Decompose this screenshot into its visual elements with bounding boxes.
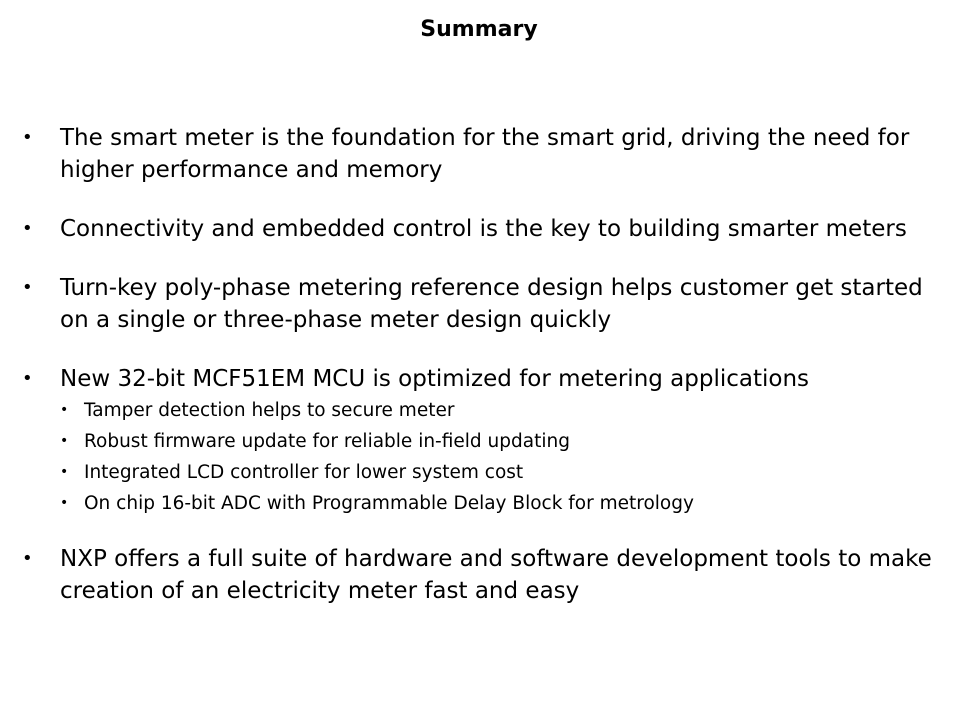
bullet-item <box>22 363 942 519</box>
sub-bullet-item <box>60 395 942 426</box>
slide-title: Summary <box>420 17 538 42</box>
bullet-item <box>22 543 942 607</box>
bullet-dot-icon: • <box>22 368 33 389</box>
sub-bullet-list <box>60 395 942 519</box>
sub-bullet-dot-icon: • <box>60 433 69 449</box>
bullet-text: Turn-key poly-phase metering reference design helps customer get started on a single or three-phase meter design quickly <box>60 275 923 333</box>
bullet-dot-icon: • <box>22 127 33 148</box>
bullet-dot-icon: • <box>22 277 33 298</box>
sub-bullet-item <box>60 457 942 488</box>
bullet-item <box>22 213 942 245</box>
bullet-text: NXP offers a full suite of hardware and software development tools to make creation of an electricity meter fast and easy <box>60 546 932 604</box>
sub-bullet-dot-icon: • <box>60 495 69 511</box>
bullet-dot-icon: • <box>22 548 33 569</box>
sub-bullet-text: Robust firmware update for reliable in-field updating <box>84 431 570 452</box>
bullet-dot-icon: • <box>22 218 33 239</box>
sub-bullet-item <box>60 488 942 519</box>
bullet-text: New 32-bit MCF51EM MCU is optimized for metering applications <box>60 366 810 392</box>
sub-bullet-item <box>60 426 942 457</box>
bullet-list <box>22 122 942 634</box>
bullet-item <box>22 272 942 336</box>
sub-bullet-dot-icon: • <box>60 402 69 418</box>
bullet-text: The smart meter is the foundation for the smart grid, driving the need for higher performance and memory <box>60 125 910 183</box>
bullet-text: Connectivity and embedded control is the key to building smarter meters <box>60 216 907 242</box>
sub-bullet-dot-icon: • <box>60 464 69 480</box>
sub-bullet-text: On chip 16-bit ADC with Programmable Delay Block for metrology <box>84 493 694 514</box>
sub-bullet-text: Integrated LCD controller for lower system cost <box>84 462 524 483</box>
bullet-item <box>22 122 942 186</box>
sub-bullet-text: Tamper detection helps to secure meter <box>84 400 455 421</box>
